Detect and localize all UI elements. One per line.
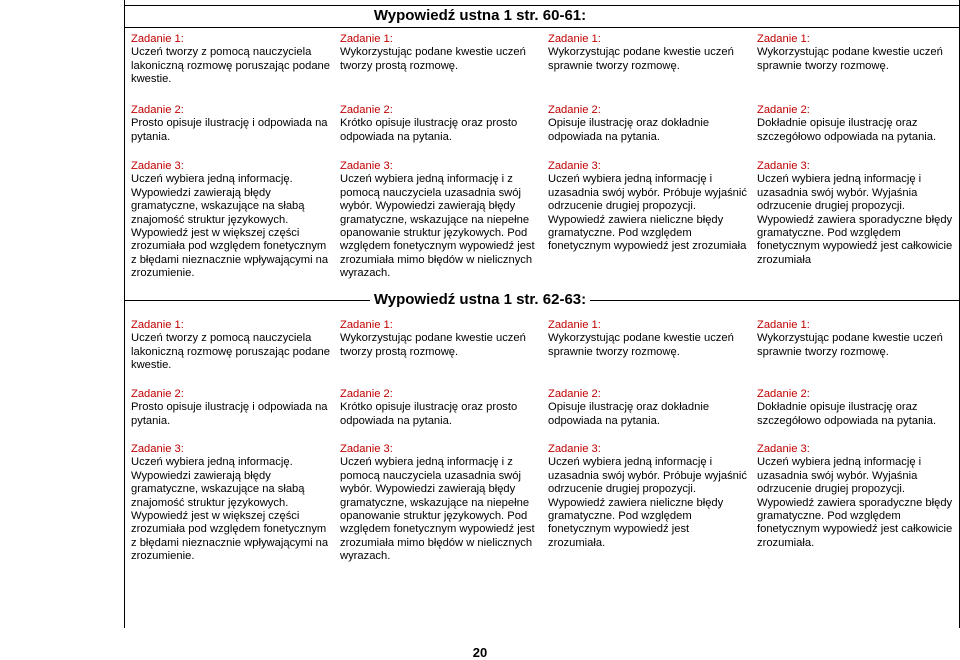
task-label: Zadanie 1: <box>757 33 810 45</box>
criteria-text: Uczeń tworzy z pomocą nauczyciela lakoniczną rozmowę poruszając podane kwestie. <box>131 332 331 372</box>
criteria-text: Wykorzystując podane kwestie uczeń sprawnie tworzy rozmowę. <box>548 332 734 358</box>
criteria-cell <box>131 388 331 428</box>
section-header-divider <box>124 27 960 28</box>
task-label: Zadanie 1: <box>340 33 393 45</box>
criteria-text: Krótko opisuje ilustrację oraz prosto odpowiada na pytania. <box>340 401 518 427</box>
criteria-cell <box>548 443 748 550</box>
task-label: Zadanie 1: <box>757 319 810 331</box>
section-title: Wypowiedź ustna 1 str. 62-63: <box>0 292 960 307</box>
task-label: Zadanie 3: <box>757 160 810 172</box>
criteria-text: Wykorzystując podane kwestie uczeń sprawnie tworzy rozmowę. <box>757 46 943 72</box>
criteria-text: Opisuje ilustrację oraz dokładnie odpowiada na pytania. <box>548 401 710 427</box>
task-label: Zadanie 2: <box>757 104 810 116</box>
criteria-cell <box>340 388 540 428</box>
task-label: Zadanie 3: <box>548 160 601 172</box>
criteria-text: Uczeń wybiera jedną informację i z pomocą nauczyciela uzasadnia swój wybór. Wypowiedzi zawierają błędy gramatyczne, wskazujące na niepełne opanowanie struktur językowych. Pod względem fonetycznym wypowiedź jest zrozumiała mimo błędów w nielicznych wyrazach. <box>340 173 535 280</box>
criteria-cell <box>131 443 331 564</box>
criteria-cell <box>131 33 331 87</box>
task-label: Zadanie 2: <box>340 104 393 116</box>
task-label: Zadanie 3: <box>340 443 393 455</box>
criteria-cell <box>757 319 957 359</box>
task-label: Zadanie 2: <box>757 388 810 400</box>
criteria-cell <box>548 319 748 359</box>
criteria-text: Wykorzystując podane kwestie uczeń sprawnie tworzy rozmowę. <box>548 46 734 72</box>
criteria-text: Wykorzystując podane kwestie uczeń sprawnie tworzy rozmowę. <box>757 332 943 358</box>
criteria-cell <box>131 104 331 144</box>
task-label: Zadanie 3: <box>340 160 393 172</box>
task-label: Zadanie 2: <box>131 388 184 400</box>
criteria-text: Dokładnie opisuje ilustrację oraz szczegółowo odpowiada na pytania. <box>757 117 937 143</box>
criteria-cell <box>340 33 540 73</box>
criteria-cell <box>340 319 540 359</box>
criteria-text: Uczeń tworzy z pomocą nauczyciela lakoniczną rozmowę poruszając podane kwestie. <box>131 46 331 86</box>
task-label: Zadanie 1: <box>340 319 393 331</box>
task-label: Zadanie 3: <box>131 443 184 455</box>
criteria-text: Uczeń wybiera jedną informację i uzasadnia swój wybór. Wyjaśnia odrzucenie drugiej propozycji. Wypowiedź zawiera sporadyczne błędy gramatyczne. Pod względem fonetycznym wypowiedź jest całkowicie zrozumiała <box>757 173 953 266</box>
criteria-cell <box>340 104 540 144</box>
criteria-text: Uczeń wybiera jedną informację i uzasadnia swój wybór. Wyjaśnia odrzucenie drugiej propozycji. Wypowiedź zawiera sporadyczne błędy gramatyczne. Pod względem fonetycznym wypowiedź jest całkowicie zrozumiała. <box>757 456 953 549</box>
criteria-text: Wykorzystując podane kwestie uczeń tworzy prostą rozmowę. <box>340 332 526 358</box>
criteria-cell <box>548 160 748 254</box>
criteria-text: Uczeń wybiera jedną informację i uzasadnia swój wybór. Próbuje wyjaśnić odrzucenie drugiej propozycji. Wypowiedź zawiera nieliczne błędy gramatyczne. Pod względem fonetycznym wypowiedź jest zrozumiała <box>548 173 747 253</box>
task-label: Zadanie 3: <box>757 443 810 455</box>
task-label: Zadanie 1: <box>131 33 184 45</box>
task-label: Zadanie 1: <box>131 319 184 331</box>
task-label: Zadanie 1: <box>548 33 601 45</box>
criteria-cell <box>757 33 957 73</box>
criteria-text: Prosto opisuje ilustrację i odpowiada na pytania. <box>131 117 328 143</box>
task-label: Zadanie 2: <box>340 388 393 400</box>
criteria-cell <box>757 104 957 144</box>
criteria-text: Uczeń wybiera jedną informację. Wypowiedzi zawierają błędy gramatyczne, wskazujące na słabą znajomość struktur językowych. Wypowiedź jest w większej części zrozumiała pod względem fonetycznym z błędami nieznacznie wpływającymi na zrozumienie. <box>131 456 329 563</box>
criteria-cell <box>548 33 748 73</box>
task-label: Zadanie 2: <box>548 104 601 116</box>
task-label: Zadanie 2: <box>548 388 601 400</box>
criteria-cell <box>131 319 331 373</box>
criteria-text: Dokładnie opisuje ilustrację oraz szczegółowo odpowiada na pytania. <box>757 401 937 427</box>
criteria-text: Wykorzystując podane kwestie uczeń tworzy prostą rozmowę. <box>340 46 526 72</box>
criteria-cell <box>548 388 748 428</box>
task-label: Zadanie 3: <box>131 160 184 172</box>
criteria-text: Uczeń wybiera jedną informację. Wypowiedzi zawierają błędy gramatyczne, wskazujące na słabą znajomość struktur językowych. Wypowiedź jest w większej części zrozumiała pod względem fonetycznym z błędami nieznacznie wpływającymi na zrozumienie. <box>131 173 329 280</box>
page-number: 20 <box>472 645 488 660</box>
criteria-text: Uczeń wybiera jedną informację i uzasadnia swój wybór. Próbuje wyjaśnić odrzucenie drugiej propozycji. Wypowiedź zawiera nieliczne błędy gramatyczne. Pod względem fonetycznym wypowiedź jest zrozumiała. <box>548 456 747 549</box>
task-label: Zadanie 1: <box>548 319 601 331</box>
task-label: Zadanie 2: <box>131 104 184 116</box>
criteria-text: Krótko opisuje ilustrację oraz prosto odpowiada na pytania. <box>340 117 518 143</box>
criteria-cell <box>548 104 748 144</box>
criteria-text: Opisuje ilustrację oraz dokładnie odpowiada na pytania. <box>548 117 710 143</box>
criteria-cell <box>757 443 957 550</box>
criteria-text: Prosto opisuje ilustrację i odpowiada na pytania. <box>131 401 328 427</box>
criteria-cell <box>757 160 957 267</box>
criteria-cell <box>340 160 540 281</box>
criteria-cell <box>131 160 331 281</box>
table-top-border <box>124 5 960 6</box>
task-label: Zadanie 3: <box>548 443 601 455</box>
criteria-cell <box>757 388 957 428</box>
section-title: Wypowiedź ustna 1 str. 60-61: <box>0 8 960 23</box>
criteria-text: Uczeń wybiera jedną informację i z pomocą nauczyciela uzasadnia swój wybór. Wypowiedzi zawierają błędy gramatyczne, wskazujące na niepełne opanowanie struktur językowych. Pod względem fonetycznym wypowiedź jest zrozumiała mimo błędów w nielicznych wyrazach. <box>340 456 535 563</box>
criteria-cell <box>340 443 540 564</box>
